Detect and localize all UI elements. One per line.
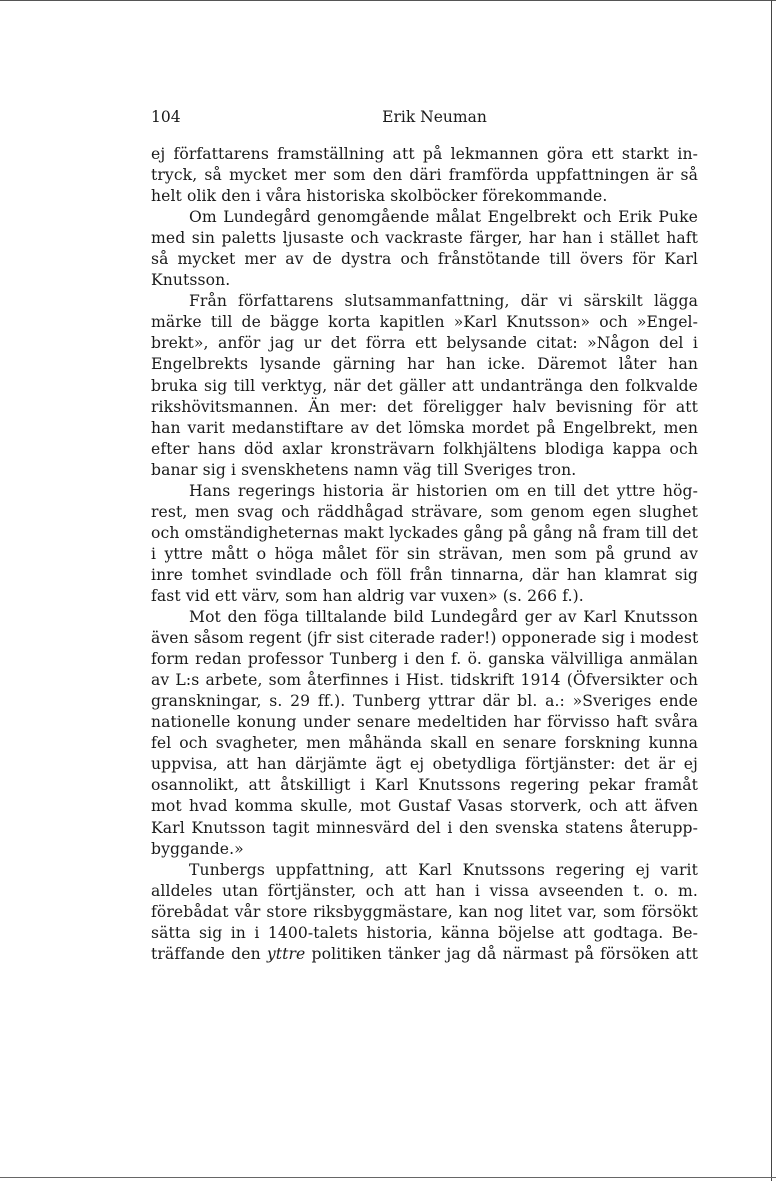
text-line: efter hans död axlar kronsträvarn folkhjältens blodiga kappa och: [151, 439, 698, 458]
text-line: med sin paletts ljusaste och vackraste färger, har han i stället haft: [151, 229, 698, 248]
text-line: tryck, så mycket mer som den däri framförda uppfattningen är så: [151, 166, 698, 185]
text-line: osannolikt, att åtskilligt i Karl Knutssons regering pekar framåt: [151, 776, 698, 795]
text-line: byggande.»: [151, 839, 244, 858]
text-line: brekt», anför jag ur det förra ett belysande citat: »Någon del i: [151, 334, 698, 353]
text-line: Mot den föga tilltalande bild Lundegård ger av Karl Knutsson: [189, 608, 698, 627]
text-line: alldeles utan förtjänster, och att han i vissa avseenden t. o. m.: [151, 881, 698, 900]
text-line: sätta sig in i 1400-talets historia, känna böjelse att godtaga. Be-: [151, 923, 698, 942]
text-line: han varit medanstiftare av det lömska mordet på Engelbrekt, men: [151, 418, 698, 437]
text-line: form redan professor Tunberg i den f. ö. ganska välvilliga anmälan: [151, 650, 698, 669]
paragraph: [151, 481, 698, 607]
paragraph: [151, 607, 698, 860]
text-line: rest, men svag och räddhågad strävare, som genom egen slughet: [151, 502, 698, 521]
text-line: märke till de bägge korta kapitlen »Karl Knutsson» och »Engel-: [151, 313, 698, 332]
paragraph: [151, 860, 698, 965]
text-line: [151, 944, 698, 965]
text-line: så mycket mer av de dystra och frånstötande till övers för Karl: [151, 250, 698, 269]
text-line: rikshövitsmannen. Än mer: det föreligger halv bevisning för att: [151, 397, 698, 416]
text-line: i yttre mått o höga målet för sin strävan, men som på grund av: [151, 544, 698, 563]
text-line: granskningar, s. 29 ff.). Tunberg yttrar där bl. a.: »Sveriges ende: [151, 692, 698, 711]
page-body: [151, 144, 698, 965]
scan-border-right: [771, 0, 772, 1181]
text-line: bruka sig till verktyg, när det gäller att undantränga den folkvalde: [151, 376, 698, 395]
page-number: 104: [151, 108, 181, 126]
italic-emphasis: yttre: [266, 944, 306, 963]
page-header: [151, 108, 698, 130]
text-line: Hans regerings historia är historien om en till det yttre hög-: [189, 481, 698, 500]
text-line: fast vid ett värv, som han aldrig var vuxen» (s. 266 f.).: [151, 586, 584, 605]
text-line: Från författarens slutsammanfattning, där vi särskilt lägga: [189, 292, 698, 311]
text-line: även såsom regent (jfr sist citerade rader!) opponerade sig i modest: [151, 629, 699, 648]
text-line: Tunbergs uppfattning, att Karl Knutssons regering ej varit: [189, 860, 698, 879]
text-line: mot hvad komma skulle, mot Gustaf Vasas storverk, och att äfven: [151, 797, 698, 816]
paragraph: [151, 144, 698, 207]
paragraph: [151, 291, 698, 480]
text-line: inre tomhet svindlade och föll från tinnarna, där han klamrat sig: [151, 565, 698, 584]
text-line: helt olik den i våra historiska skolböcker förekommande.: [151, 187, 608, 206]
text-run: politiken tänker jag då närmast på försöken att: [305, 944, 698, 963]
text-run: träffande den: [151, 944, 267, 963]
text-line: uppvisa, att han därjämte ägt ej obetydliga förtjänster: det är ej: [151, 755, 698, 774]
text-line: nationelle konung under senare medeltiden har förvisso haft svåra: [151, 713, 698, 732]
text-line: Karl Knutsson tagit minnesvärd del i den svenska statens återupp-: [151, 818, 698, 837]
running-title: Erik Neuman: [382, 108, 487, 126]
text-line: och omständigheternas makt lyckades gång på gång nå fram till det: [151, 523, 698, 542]
paragraph: [151, 207, 698, 291]
text-line: av L:s arbete, som återfinnes i Hist. tidskrift 1914 (Öfversikter och: [151, 671, 698, 690]
scan-border-top: [0, 0, 776, 1]
text-line: Engelbrekts lysande gärning har han icke. Däremot låter han: [151, 355, 698, 374]
text-line: Knutsson.: [151, 271, 231, 290]
text-line: förebådat vår store riksbyggmästare, kan nog litet var, som försökt: [151, 902, 698, 921]
text-line: Om Lundegård genomgående målat Engelbrekt och Erik Puke: [189, 208, 698, 227]
text-line: banar sig i svenskhetens namn väg till Sveriges tron.: [151, 460, 577, 479]
scan-border-bottom: [0, 1177, 776, 1178]
text-line: fel och svagheter, men måhända skall en senare forskning kunna: [151, 734, 698, 753]
text-line: ej författarens framställning att på lekmannen göra ett starkt in-: [151, 145, 698, 163]
